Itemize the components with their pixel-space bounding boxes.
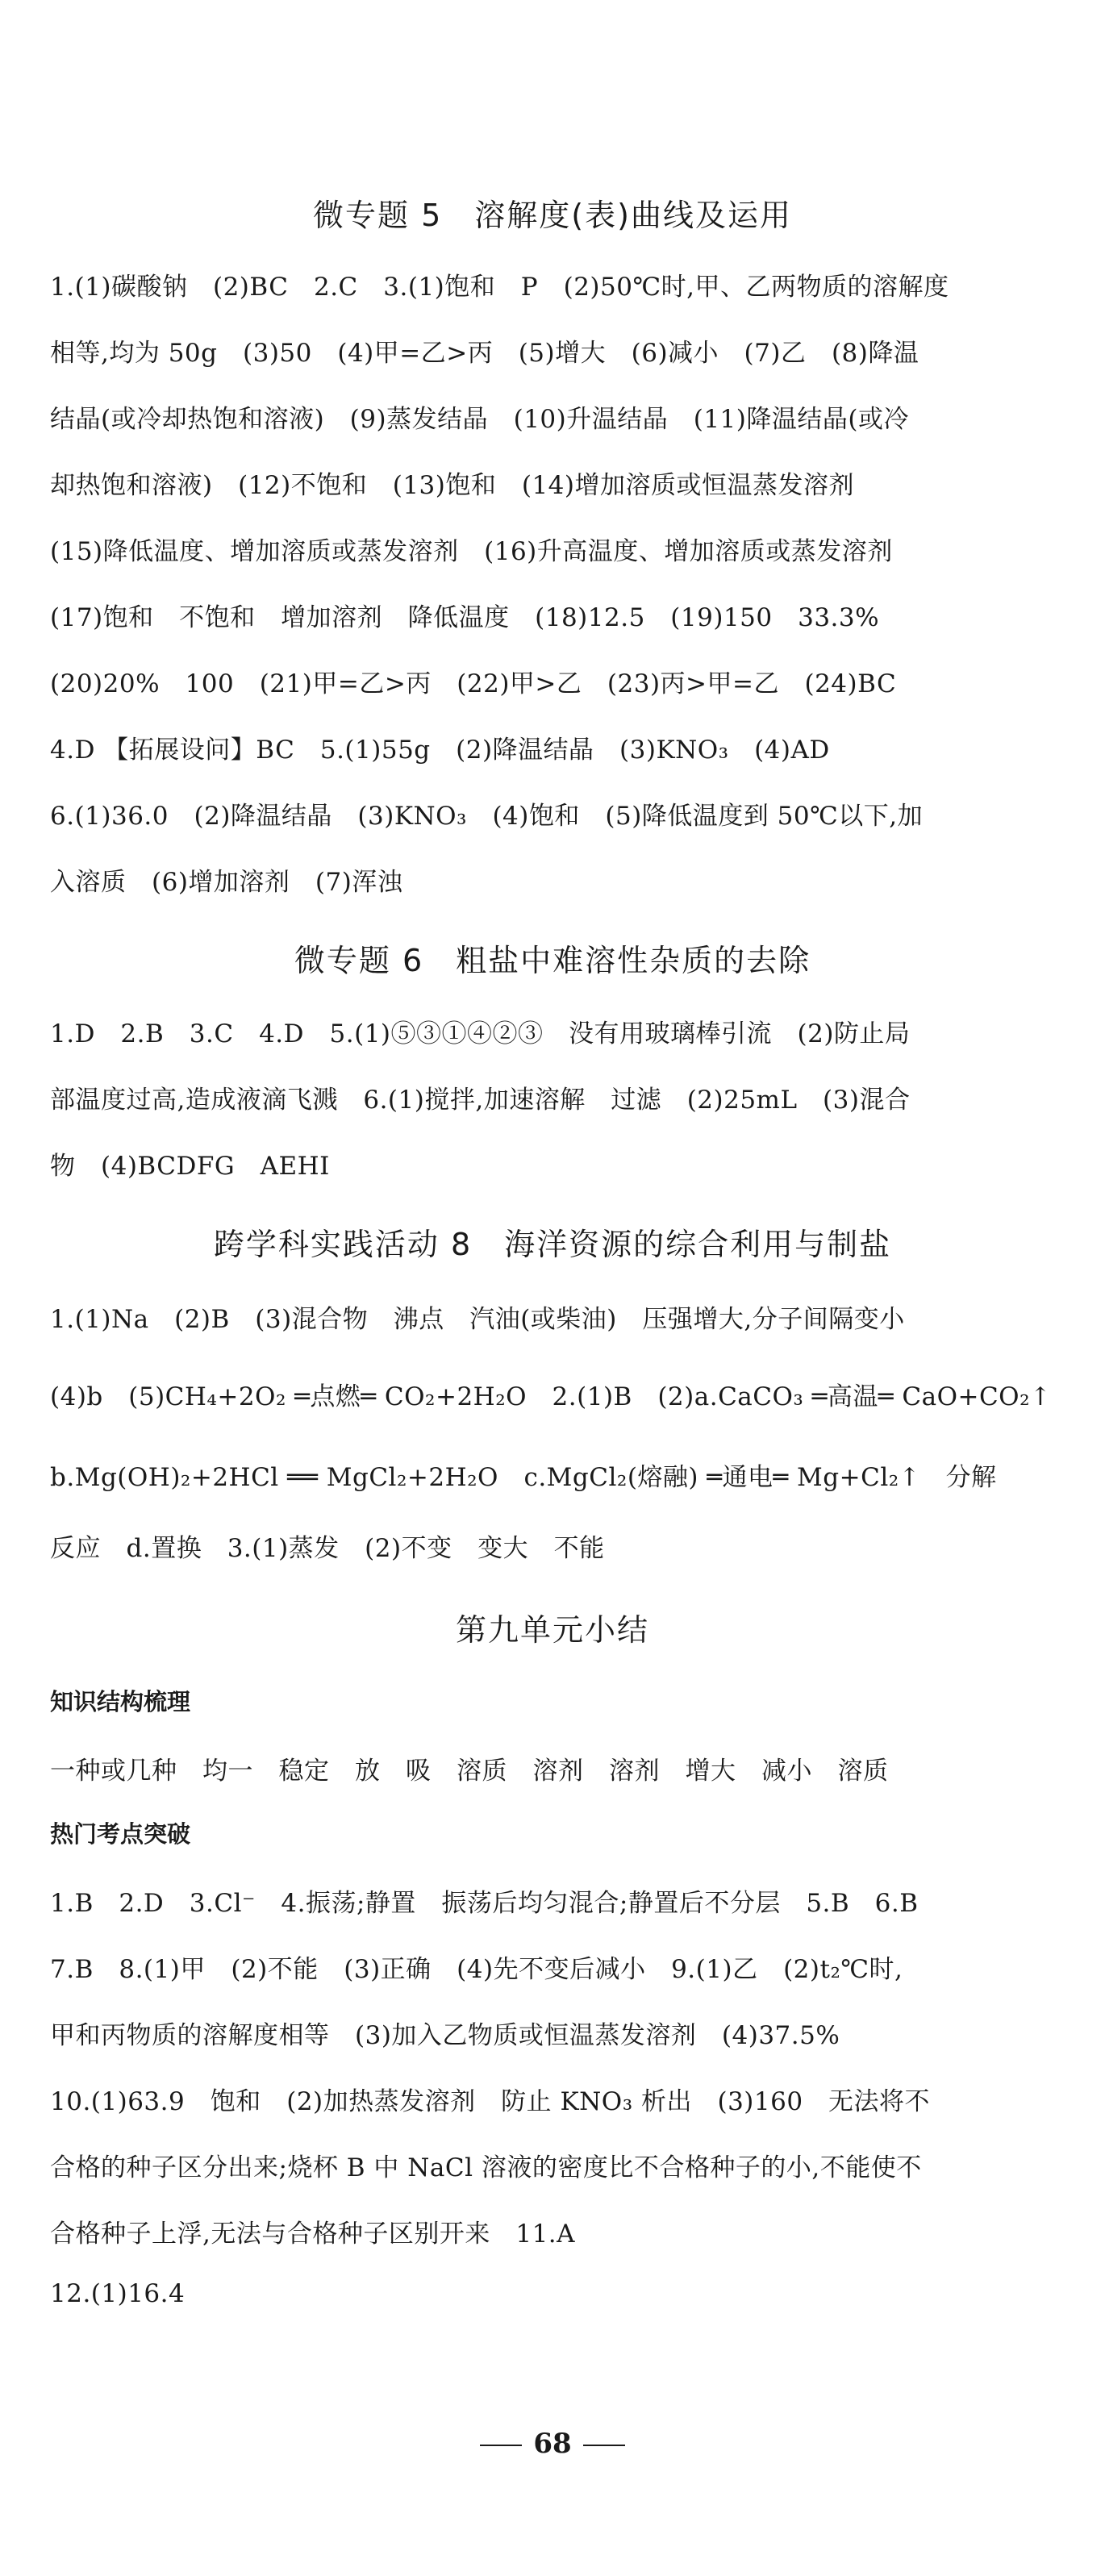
text-line: 1.(1)碳酸钠 (2)BC 2.C 3.(1)饱和 P (2)50℃时,甲、乙两物质的溶解度: [50, 273, 949, 302]
section-title-unit-summary: 第九单元小结: [455, 1612, 649, 1648]
section-title-crude-salt: 微专题 6 粗盐中难溶性杂质的去除: [294, 943, 811, 978]
text-line: (20)20% 100 (21)甲=乙>丙 (22)甲>乙 (23)丙>甲=乙 (24)BC: [50, 669, 897, 698]
text-line: 结晶(或冷却热饱和溶液) (9)蒸发结晶 (10)升温结晶 (11)降温结晶(或冷: [50, 405, 909, 434]
text-line: 合格种子上浮,无法与合格种子区别开来 11.A: [50, 2220, 576, 2249]
text-line: 相等,均为 50g (3)50 (4)甲=乙>丙 (5)增大 (6)减小 (7)乙 (8)降温: [50, 339, 919, 368]
subsection-heading: 热门考点突破: [50, 1820, 191, 1848]
text-line: 物 (4)BCDFG AEHI: [50, 1152, 330, 1181]
text-line: 甲和丙物质的溶解度相等 (3)加入乙物质或恒温蒸发溶剂 (4)37.5%: [50, 2021, 840, 2050]
text-line: 12.(1)16.4: [50, 2279, 186, 2308]
text-line: 1.(1)Na (2)B (3)混合物 沸点 汽油(或柴油) 压强增大,分子间隔变小: [50, 1305, 905, 1334]
dash-divider: [583, 2445, 625, 2446]
page-number: [0, 2428, 1105, 2460]
text-line: 10.(1)63.9 饱和 (2)加热蒸发溶剂 防止 KNO₃ 析出 (3)160 无法将不: [50, 2087, 931, 2116]
text-line: (4)b (5)CH₄+2O₂ ═点燃═ CO₂+2H₂O 2.(1)B (2)a.CaCO₃ ═高温═ CaO+CO₂↑: [50, 1382, 1052, 1411]
text-line: 6.(1)36.0 (2)降温结晶 (3)KNO₃ (4)饱和 (5)降低温度到 50℃以下,加: [50, 802, 924, 831]
text-line: 反应 d.置换 3.(1)蒸发 (2)不变 变大 不能: [50, 1534, 605, 1563]
text-line: 7.B 8.(1)甲 (2)不能 (3)正确 (4)先不变后减小 9.(1)乙 (2)t₂℃时,: [50, 1955, 903, 1984]
text-line: 合格的种子区分出来;烧杯 B 中 NaCl 溶液的密度比不合格种子的小,不能使不: [50, 2153, 922, 2182]
text-line: (15)降低温度、增加溶质或蒸发溶剂 (16)升高温度、增加溶质或蒸发溶剂: [50, 537, 893, 566]
page-number-value: 68: [533, 2428, 572, 2460]
section-title-solubility-curves: 微专题 5 溶解度(表)曲线及运用: [313, 198, 792, 233]
section-title-marine-resources: 跨学科实践活动 8 海洋资源的综合利用与制盐: [213, 1227, 892, 1262]
text-line: 部温度过高,造成液滴飞溅 6.(1)搅拌,加速溶解 过滤 (2)25mL (3)混合: [50, 1086, 911, 1115]
text-line: b.Mg(OH)₂+2HCl ══ MgCl₂+2H₂O c.MgCl₂(熔融) ═通电═ Mg+Cl₂↑ 分解: [50, 1463, 997, 1492]
text-line: 入溶质 (6)增加溶剂 (7)浑浊: [50, 868, 403, 897]
subsection-heading: 知识结构梳理: [50, 1688, 191, 1715]
text-line: (17)饱和 不饱和 增加溶剂 降低温度 (18)12.5 (19)150 33.3%: [50, 603, 880, 632]
text-line: 却热饱和溶液) (12)不饱和 (13)饱和 (14)增加溶质或恒温蒸发溶剂: [50, 471, 854, 500]
text-line: 1.B 2.D 3.Cl⁻ 4.振荡;静置 振荡后均匀混合;静置后不分层 5.B 6.B: [50, 1889, 919, 1918]
text-line: 1.D 2.B 3.C 4.D 5.(1)⑤③①④②③ 没有用玻璃棒引流 (2)防止局: [50, 1019, 911, 1048]
text-line: 一种或几种 均一 稳定 放 吸 溶质 溶剂 溶剂 增大 减小 溶质: [50, 1757, 889, 1786]
text-line: 4.D 【拓展设问】BC 5.(1)55g (2)降温结晶 (3)KNO₃ (4)AD: [50, 736, 830, 765]
dash-divider: [480, 2445, 522, 2446]
